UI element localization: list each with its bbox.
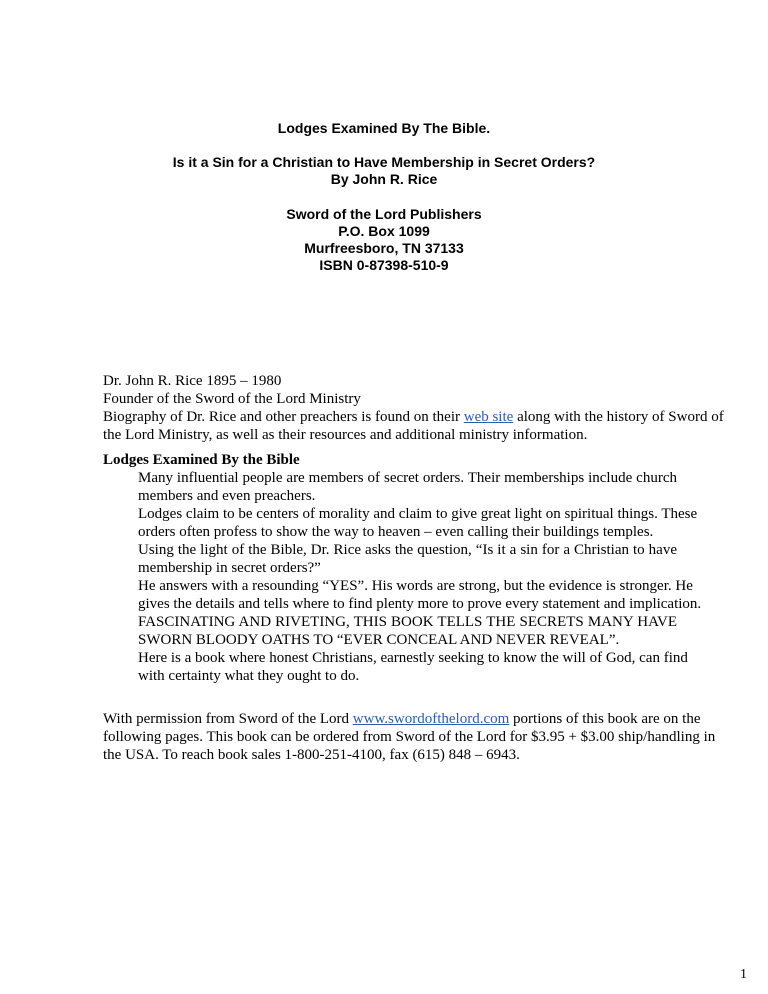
p3-line-2: membership in secret orders?”: [138, 560, 321, 576]
section-body: [138, 469, 702, 685]
permission-block: [103, 710, 716, 764]
bio-line-2: Founder of the Sword of the Lord Ministry: [103, 391, 361, 407]
bio-line-4: the Lord Ministry, as well as their resources and additional ministry information.: [103, 427, 588, 443]
publisher-name: Sword of the Lord Publishers: [286, 206, 482, 222]
section-heading: Lodges Examined By the Bible: [103, 452, 300, 468]
p6-line-2: with certainty what they ought to do.: [138, 668, 360, 684]
web-site-link[interactable]: web site: [463, 409, 514, 425]
permission-line-2: following pages. This book can be ordered from Sword of the Lord for $3.95 + $3.00 ship/handling in: [103, 729, 716, 745]
p4-line-1: He answers with a resounding “YES”. His words are strong, but the evidence is stronger. He: [138, 578, 693, 594]
p5-line-2: SWORN BLOODY OATHS TO “EVER CONCEAL AND NEVER REVEAL”.: [138, 632, 620, 648]
p1-line-2: members and even preachers.: [138, 488, 316, 504]
p2-line-1: Lodges claim to be centers of morality and claim to give great light on spiritual things. These: [138, 506, 698, 522]
p1-line-1: Many influential people are members of secret orders. Their memberships include church: [138, 470, 677, 486]
page-number: 1: [740, 967, 747, 982]
p6-line-1: Here is a book where honest Christians, earnestly seeking to know the will of God, can find: [138, 650, 688, 666]
permission-line-3: the USA. To reach book sales 1-800-251-4100, fax (615) 848 – 6943.: [103, 747, 520, 763]
swordofthelord-link[interactable]: www.swordofthelord.com: [352, 711, 510, 727]
p4-line-2: gives the details and tells where to find plenty more to prove every statement and implication.: [138, 596, 702, 612]
publisher-isbn: ISBN 0-87398-510-9: [319, 257, 449, 273]
bio-block: [103, 372, 724, 444]
bio-line-3: Biography of Dr. Rice and other preachers is found on their web site along with the history of Sword of: [103, 409, 724, 425]
document-author: By John R. Rice: [330, 171, 438, 187]
permission-line-1: With permission from Sword of the Lord www.swordofthelord.com portions of this book are on the: [103, 711, 701, 727]
p2-line-2: orders often profess to show the way to heaven – even calling their buildings temples.: [138, 524, 654, 540]
p3-line-1: Using the light of the Bible, Dr. Rice asks the question, “Is it a sin for a Christian to have: [138, 542, 677, 558]
publisher-city: Murfreesboro, TN 37133: [304, 240, 464, 256]
publisher-po-box: P.O. Box 1099: [338, 223, 430, 239]
document-subtitle: Is it a Sin for a Christian to Have Membership in Secret Orders?: [172, 154, 596, 170]
p5-line-1: FASCINATING AND RIVETING, THIS BOOK TELLS THE SECRETS MANY HAVE: [138, 614, 677, 630]
bio-line-1: Dr. John R. Rice 1895 – 1980: [103, 373, 282, 389]
document-title: Lodges Examined By The Bible.: [277, 120, 491, 136]
